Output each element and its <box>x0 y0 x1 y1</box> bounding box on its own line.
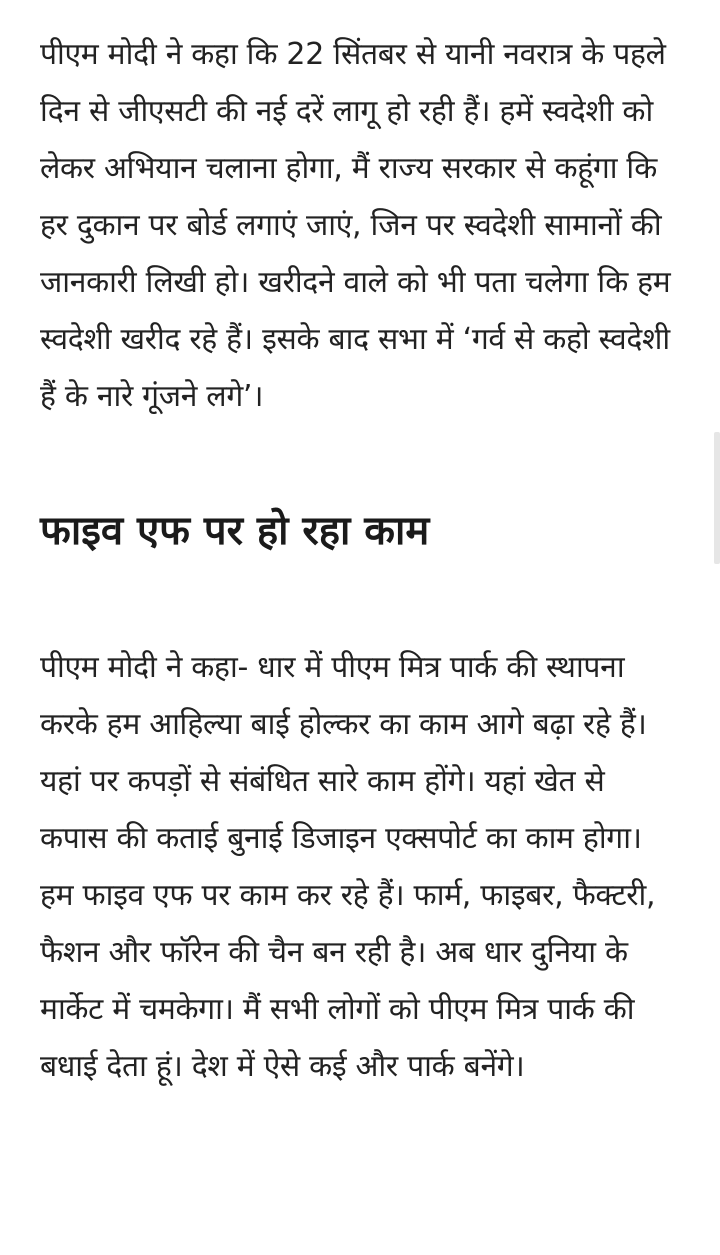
article-body <box>40 26 680 1095</box>
scrollbar[interactable] <box>714 432 720 564</box>
section-heading: फाइव एफ पर हो रहा काम <box>40 508 430 554</box>
article-paragraph-2: पीएम मोदी ने कहा- धार में पीएम मित्र पार्क की स्थापना करके हम आहिल्या बाई होल्कर का काम आगे बढ़ा रहे हैं। यहां पर कपड़ों से संबंधित सारे काम होंगे। यहां खेत से कपास की कताई बुनाई डिजाइन एक्सपोर्ट का काम होगा। हम फाइव एफ पर काम कर रहे हैं। फार्म, फाइबर, फैक्टरी, फैशन और फॉरेन की चैन बन रही है। अब धार दुनिया के मार्केट में चमकेगा। मैं सभी लोगों को पीएम मित्र पार्क की बधाई देता हूं। देश में ऐसे कई और पार्क बनेंगे। <box>40 650 656 1084</box>
article-paragraph-1: पीएम मोदी ने कहा कि 22 सिंतबर से यानी नवरात्र के पहले दिन से जीएसटी की नई दरें लागू हो रही हैं। हमें स्वदेशी को लेकर अभियान चलाना होगा, मैं राज्य सरकार से कहूंगा कि हर दुकान पर बोर्ड लगाएं जाएं, जिन पर स्वदेशी सामानों की जानकारी लिखी हो। खरीदने वाले को भी पता चलेगा कि हम स्वदेशी खरीद रहे हैं। इसके बाद सभा में ‘गर्व से कहो स्वदेशी हैं के नारे गूंजने लगे’। <box>40 37 671 414</box>
